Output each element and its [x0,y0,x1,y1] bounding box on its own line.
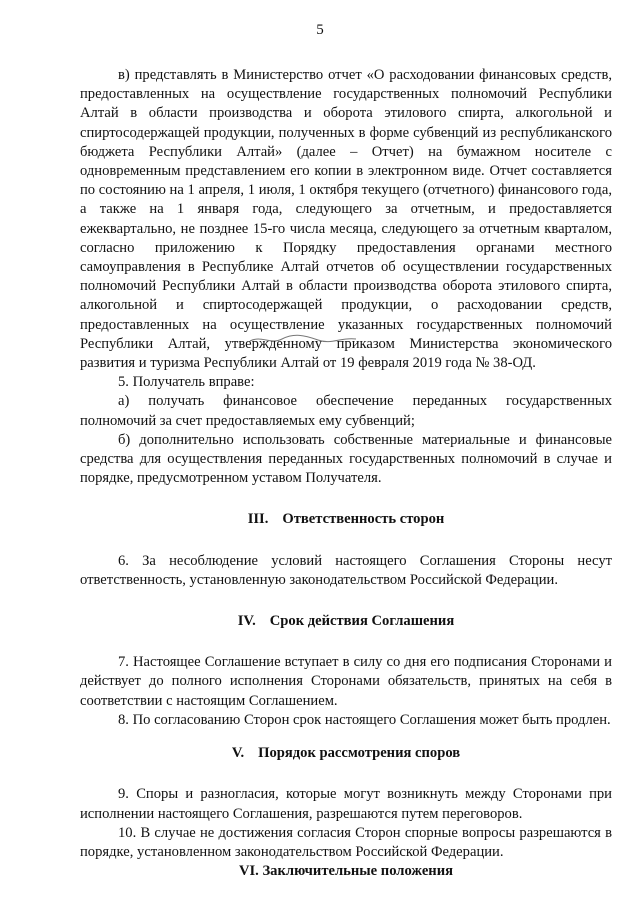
section-5-title: Порядок рассмотрения споров [258,745,461,762]
section-3-heading [80,510,612,529]
paragraph-7: 7. Настоящее Соглашение вступает в силу со дня его подписания Сторонами и действует до полного исполнения Сторонами обязательств, принятых на себя в соответствии с настоящим Соглашением. [80,654,612,709]
section-3-title: Ответственность сторон [282,511,445,528]
section-5-heading [80,744,612,763]
paragraph-6: 6. За несоблюдение условий настоящего Соглашения Стороны несут ответственность, установленную законодательством Российской Федерации. [80,552,612,588]
paragraph-5: 5. Получатель вправе: [118,374,255,391]
paragraph-5a: а) получать финансовое обеспечение переданных государственных полномочий за счет предоставляемых ему субвенций; [80,393,612,429]
page-number: 5 [316,22,324,38]
paragraph-10: 10. В случае не достижения согласия Сторон спорные вопросы разрешаются в порядке, установленном законодательством Российской Федерации. [80,824,612,860]
paragraph-v-report: в) представлять в Министерство отчет «О расходовании финансовых средств, предоставленных на осуществление государственных полномочий Республики Алтай в области производства и оборота этилового спирта, алкогольной и спиртосодержащей продукции, полученных в форме субвенций из республиканского бюджета Республики Алтай» (далее – Отчет) на бумажном носителе с одновременным представлением его копии в электронном виде. Отчет составляется по состоянию на 1 апреля, 1 июля, 1 октября текущего (отчетного) финансового года, а также на 1 января года, следующего за отчетным, и предоставляется ежеквартально, не позднее 15-го числа месяца, следующего за отчетным кварталом, согласно приложению к Порядку предоставления органами местного самоуправления в Республике Алтай отчетов об осуществлении государственных полномочий Республики Алтай в области производства оборота этилового спирта, алкогольной и спиртосодержащей продукции, о расходовании средств, предоставленных на осуществление указанных государственных полномочий Республики Алтай, утвержденному приказом Министерства экономического развития и туризма Республики Алтай от 19 февраля 2019 года № 38-ОД. [80,67,612,372]
section-4-heading [80,612,612,631]
section-5-number: V. [231,745,245,762]
paragraph-9: 9. Споры и разногласия, которые могут возникнуть между Сторонами при исполнении настоящего Соглашения, разрешаются путем переговоров. [80,786,612,822]
paragraph-8: 8. По согласованию Сторон срок настоящего Соглашения может быть продлен. [118,711,611,728]
section-3-number: III. [247,511,269,528]
paragraph-5b: б) дополнительно использовать собственные материальные и финансовые средства для осуществления переданных государственных полномочий в случае и порядке, предусмотренном уставом Получателя. [80,431,612,487]
section-4-number: IV. [237,613,256,630]
section-6-heading: VI. Заключительные положения [238,863,454,880]
document-body [80,66,612,881]
section-4-title: Срок действия Соглашения [269,613,455,630]
